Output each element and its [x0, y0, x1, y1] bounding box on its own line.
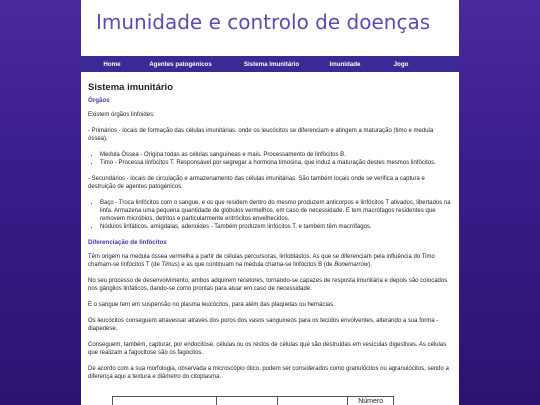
- paragraph-morfologia: De acordo com a sua morfologia, observada a microscópio ótico, podem ser considerados como granulócitos ou agranulócitos, sendo a diferença aqui a textura e diâmetro do citoplasma.: [88, 366, 449, 380]
- paragraph-sangue: E o sangue tem em suspensão no plasma leucócitos, para além das plaquetas ou hemácias.: [88, 302, 335, 308]
- paragraph-secundarios: - Secundários - locais de circulação e armazenamento das células imunitárias. São também locais onde se verifica a captura e destruição de agentes patogénicos.: [88, 176, 425, 190]
- paragraph-origem-text-a: Têm origem na medula óssea vermelha a partir de células percursoras, linfoblastos. As que se diferenciam pela influência do Timo chamam-se linfócitos T (de: [88, 254, 435, 268]
- nav-item-imunidade[interactable]: Imunidade: [329, 60, 361, 68]
- list-primarios: [88, 151, 452, 167]
- section-heading-diferenciacao: Diferenciação de linfócitos: [88, 239, 167, 246]
- nav-item-agentes-patogenicos[interactable]: Agentes patogénicos: [149, 60, 212, 68]
- nav-item-jogo[interactable]: Jogo: [393, 60, 409, 68]
- nav-item-sistema-imunitario[interactable]: Sistema Imunitário: [243, 60, 300, 68]
- list-item: • Medula Óssea - Origina todas as células sanguíneas e mais. Processamento de linfócitos B.: [100, 151, 452, 159]
- paragraph-primarios: - Primários - locais de formação das células imunitárias, onde os leucócitos se diferenciam e atingem a maturação (timo e medula óssea).: [88, 128, 434, 142]
- site-title: Imunidade e controlo de doenças: [96, 10, 431, 34]
- list-secundarios: [88, 199, 452, 231]
- section-heading-orgaos: Órgãos: [88, 97, 110, 104]
- table-header-numero: Número: [358, 398, 384, 405]
- main-nav: [81, 56, 459, 72]
- list-item: • Baço - Troca linfócitos com o sangue, e os que residem dentro do mesmo produzem anticorpos e linfócitos T ativados, libertados na linfa. Armazena uma pequena quantidade de glóbulos vermelhos, em caso de necessidade. E tem macrófagos residentes que removem micróbios, detritos e particularmente eritrócitos envelhecidos.: [100, 199, 452, 223]
- leucocyte-table: [112, 396, 394, 405]
- list-item: • Timo - Processa linfócitos T. Responsável por segregar a hormona timosina, que induz a maturação destes mesmos linfócitos.: [100, 159, 452, 167]
- term-timus: Timus: [161, 262, 178, 268]
- paragraph-intro: Existem órgãos linfoides:: [88, 112, 155, 118]
- table-header-cell: [217, 397, 278, 405]
- page-title: Sistema imunitário: [88, 82, 173, 93]
- nav-item-home[interactable]: Home: [103, 60, 121, 68]
- paragraph-diapedese: Os leucócitos conseguem atravessar através dos poros dos vasos sanguineos para os tecidos envolventes, alterando a sua forma - diapedese.: [88, 318, 439, 332]
- paragraph-desenvolvimento: No seu processo de desenvolvimento, ambos adquirem recetores, tornando-se capazes de resposta imunitária e depois são colocados nos gânglios linfáticos, dando-se como prontas para atuar em caso de necessidade.: [88, 278, 448, 292]
- main-content: [81, 72, 459, 381]
- list-item: • Nódulos linfáticos, amígdalas, adenoides - Também produzem linfócitos T, e também têm macrófagos.: [100, 223, 452, 231]
- paragraph-fagocitose: Conseguem, também, capturar, por endocitose, células ou os restos de células que são destruídas em vesículas digestivas. As células que realizam a fagocitose são os fagócitos.: [88, 342, 447, 356]
- term-bonemarrow: Bonemarrow: [334, 262, 369, 268]
- page-container: [81, 0, 459, 405]
- table-header-cell: [278, 397, 349, 405]
- paragraph-origem: [88, 253, 452, 269]
- table-header-cell: [113, 397, 217, 405]
- paragraph-origem-text-b: ) e as que continuam na medula chama-se linfócitos B (de: [177, 262, 335, 268]
- paragraph-origem-text-c: ).: [368, 262, 372, 268]
